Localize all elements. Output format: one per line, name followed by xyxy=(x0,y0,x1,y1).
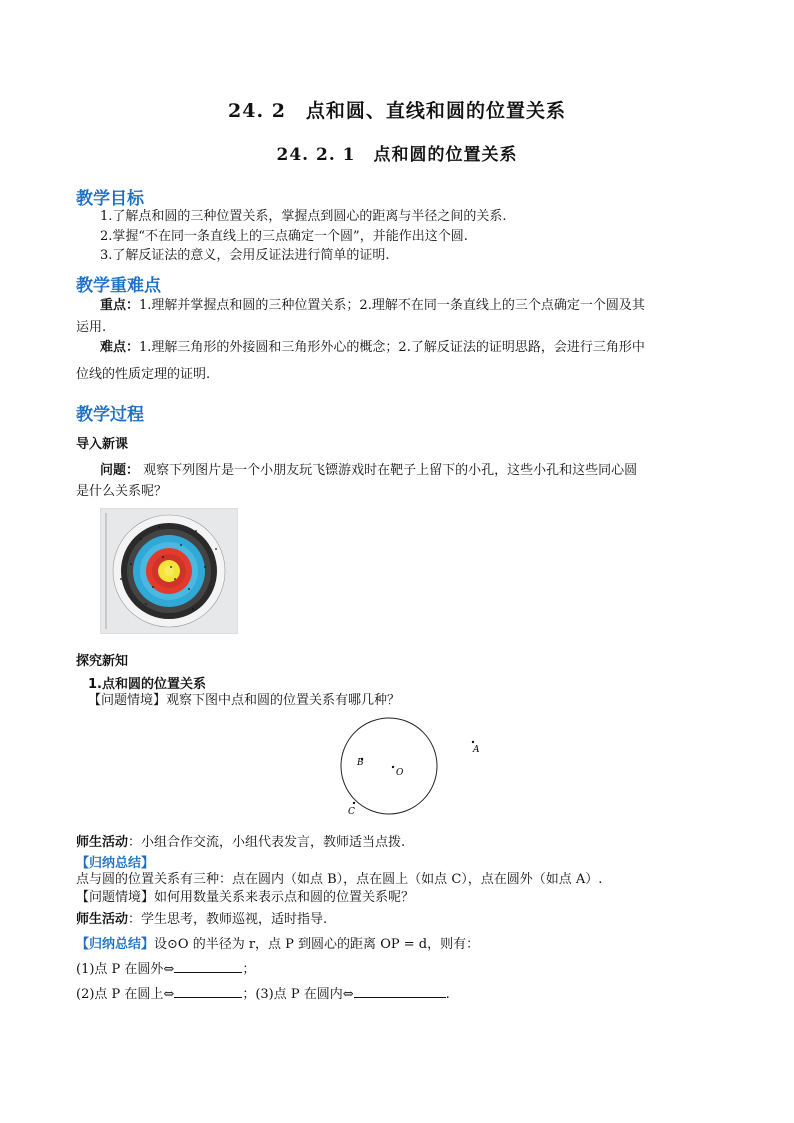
summary-2 xyxy=(76,934,736,955)
difficulty-line xyxy=(100,337,720,358)
process-heading: 教学过程 xyxy=(76,405,144,425)
activity-2-label: 师生活动 xyxy=(76,912,129,927)
activity-2 xyxy=(76,909,716,930)
circle-shape xyxy=(341,718,437,814)
focus-line xyxy=(100,295,720,316)
dartboard-image xyxy=(101,509,237,633)
question-label: 问题： xyxy=(100,463,140,478)
difficulty-label: 难点： xyxy=(100,340,140,355)
page-title: 24. 2 点和圆、直线和圆的位置关系 xyxy=(228,100,566,122)
explore-heading: 探究新知 xyxy=(76,654,129,669)
keypoints-heading: 教学重难点 xyxy=(76,276,161,296)
activity-2-text: ：学生思考，教师巡视，适时指导. xyxy=(128,912,328,927)
point-c-dot xyxy=(353,802,355,804)
fill-line-2 xyxy=(76,984,716,1005)
difficulty-line-2: 位线的性质定理的证明. xyxy=(76,367,211,382)
activity-1 xyxy=(76,832,716,853)
difficulty-text: 1.理解三角形的外接圆和三角形外心的概念；2.了解反证法的证明思路，会进行三角形中 xyxy=(139,340,645,355)
point-o-dot xyxy=(392,766,394,768)
label-c: C xyxy=(348,807,355,817)
goals-heading: 教学目标 xyxy=(76,189,144,209)
activity-1-text: ：小组合作交流，小组代表发言，教师适当点拨. xyxy=(128,835,406,850)
focus-label: 重点： xyxy=(100,298,140,313)
point-a-dot xyxy=(472,741,474,743)
fill-2-mid: ；(3)点 P 在圆内⇔ xyxy=(242,987,354,1002)
section1-heading: 1.点和圆的位置关系 xyxy=(88,677,206,692)
fill-blank-2[interactable] xyxy=(174,985,242,998)
fill-blank-1[interactable] xyxy=(174,960,242,973)
page-subtitle: 24. 2. 1 点和圆的位置关系 xyxy=(276,145,518,165)
goal-item: 1.了解点和圆的三种位置关系，掌握点到圆心的距离与半径之间的关系. xyxy=(100,209,507,224)
fill-blank-3[interactable] xyxy=(354,985,446,998)
label-a: A xyxy=(473,745,480,755)
summary-2-label: 【归纳总结】 xyxy=(76,937,155,952)
situation-2: 【问题情境】如何用数量关系来表示点和圆的位置关系呢？ xyxy=(76,890,415,905)
situation-1: 【问题情境】观察下图中点和圆的位置关系有哪几种？ xyxy=(88,693,401,708)
question-line-2: 是什么关系呢？ xyxy=(76,484,168,499)
focus-line-2: 运用. xyxy=(76,320,107,335)
goal-item: 2.掌握“不在同一条直线上的三点确定一个圆”，并能作出这个圆. xyxy=(100,229,468,244)
summary-1-label: 【归纳总结】 xyxy=(76,856,155,871)
label-b: B xyxy=(357,758,364,768)
summary-2-text: 设⊙O 的半径为 r，点 P 到圆心的距离 OP = d，则有： xyxy=(154,937,480,952)
fill-2-text: (2)点 P 在圆上⇔ xyxy=(76,987,175,1002)
goal-item: 3.了解反证法的意义，会用反证法进行简单的证明. xyxy=(100,248,390,263)
summary-1-text: 点与圆的位置关系有三种：点在圆内（如点 B），点在圆上（如点 C），点在圆外（如点 A）. xyxy=(76,872,603,887)
fill-2-end: . xyxy=(445,987,450,1002)
fill-1-end: ； xyxy=(242,962,256,977)
focus-text: 1.理解并掌握点和圆的三种位置关系；2.理解不在同一条直线上的三个点确定一个圆及其 xyxy=(139,298,645,313)
question-text: 观察下列图片是一个小朋友玩飞镖游戏时在靶子上留下的小孔，这些小孔和这些同心圆 xyxy=(139,463,638,478)
dartboard-photo xyxy=(100,508,238,634)
activity-1-label: 师生活动 xyxy=(76,835,129,850)
point-circle-diagram xyxy=(330,714,490,818)
question-line xyxy=(100,460,720,481)
fill-1-text: (1)点 P 在圆外⇔ xyxy=(76,962,175,977)
fill-line-1 xyxy=(76,959,716,980)
label-o: O xyxy=(396,768,404,778)
intro-heading: 导入新课 xyxy=(76,437,129,452)
